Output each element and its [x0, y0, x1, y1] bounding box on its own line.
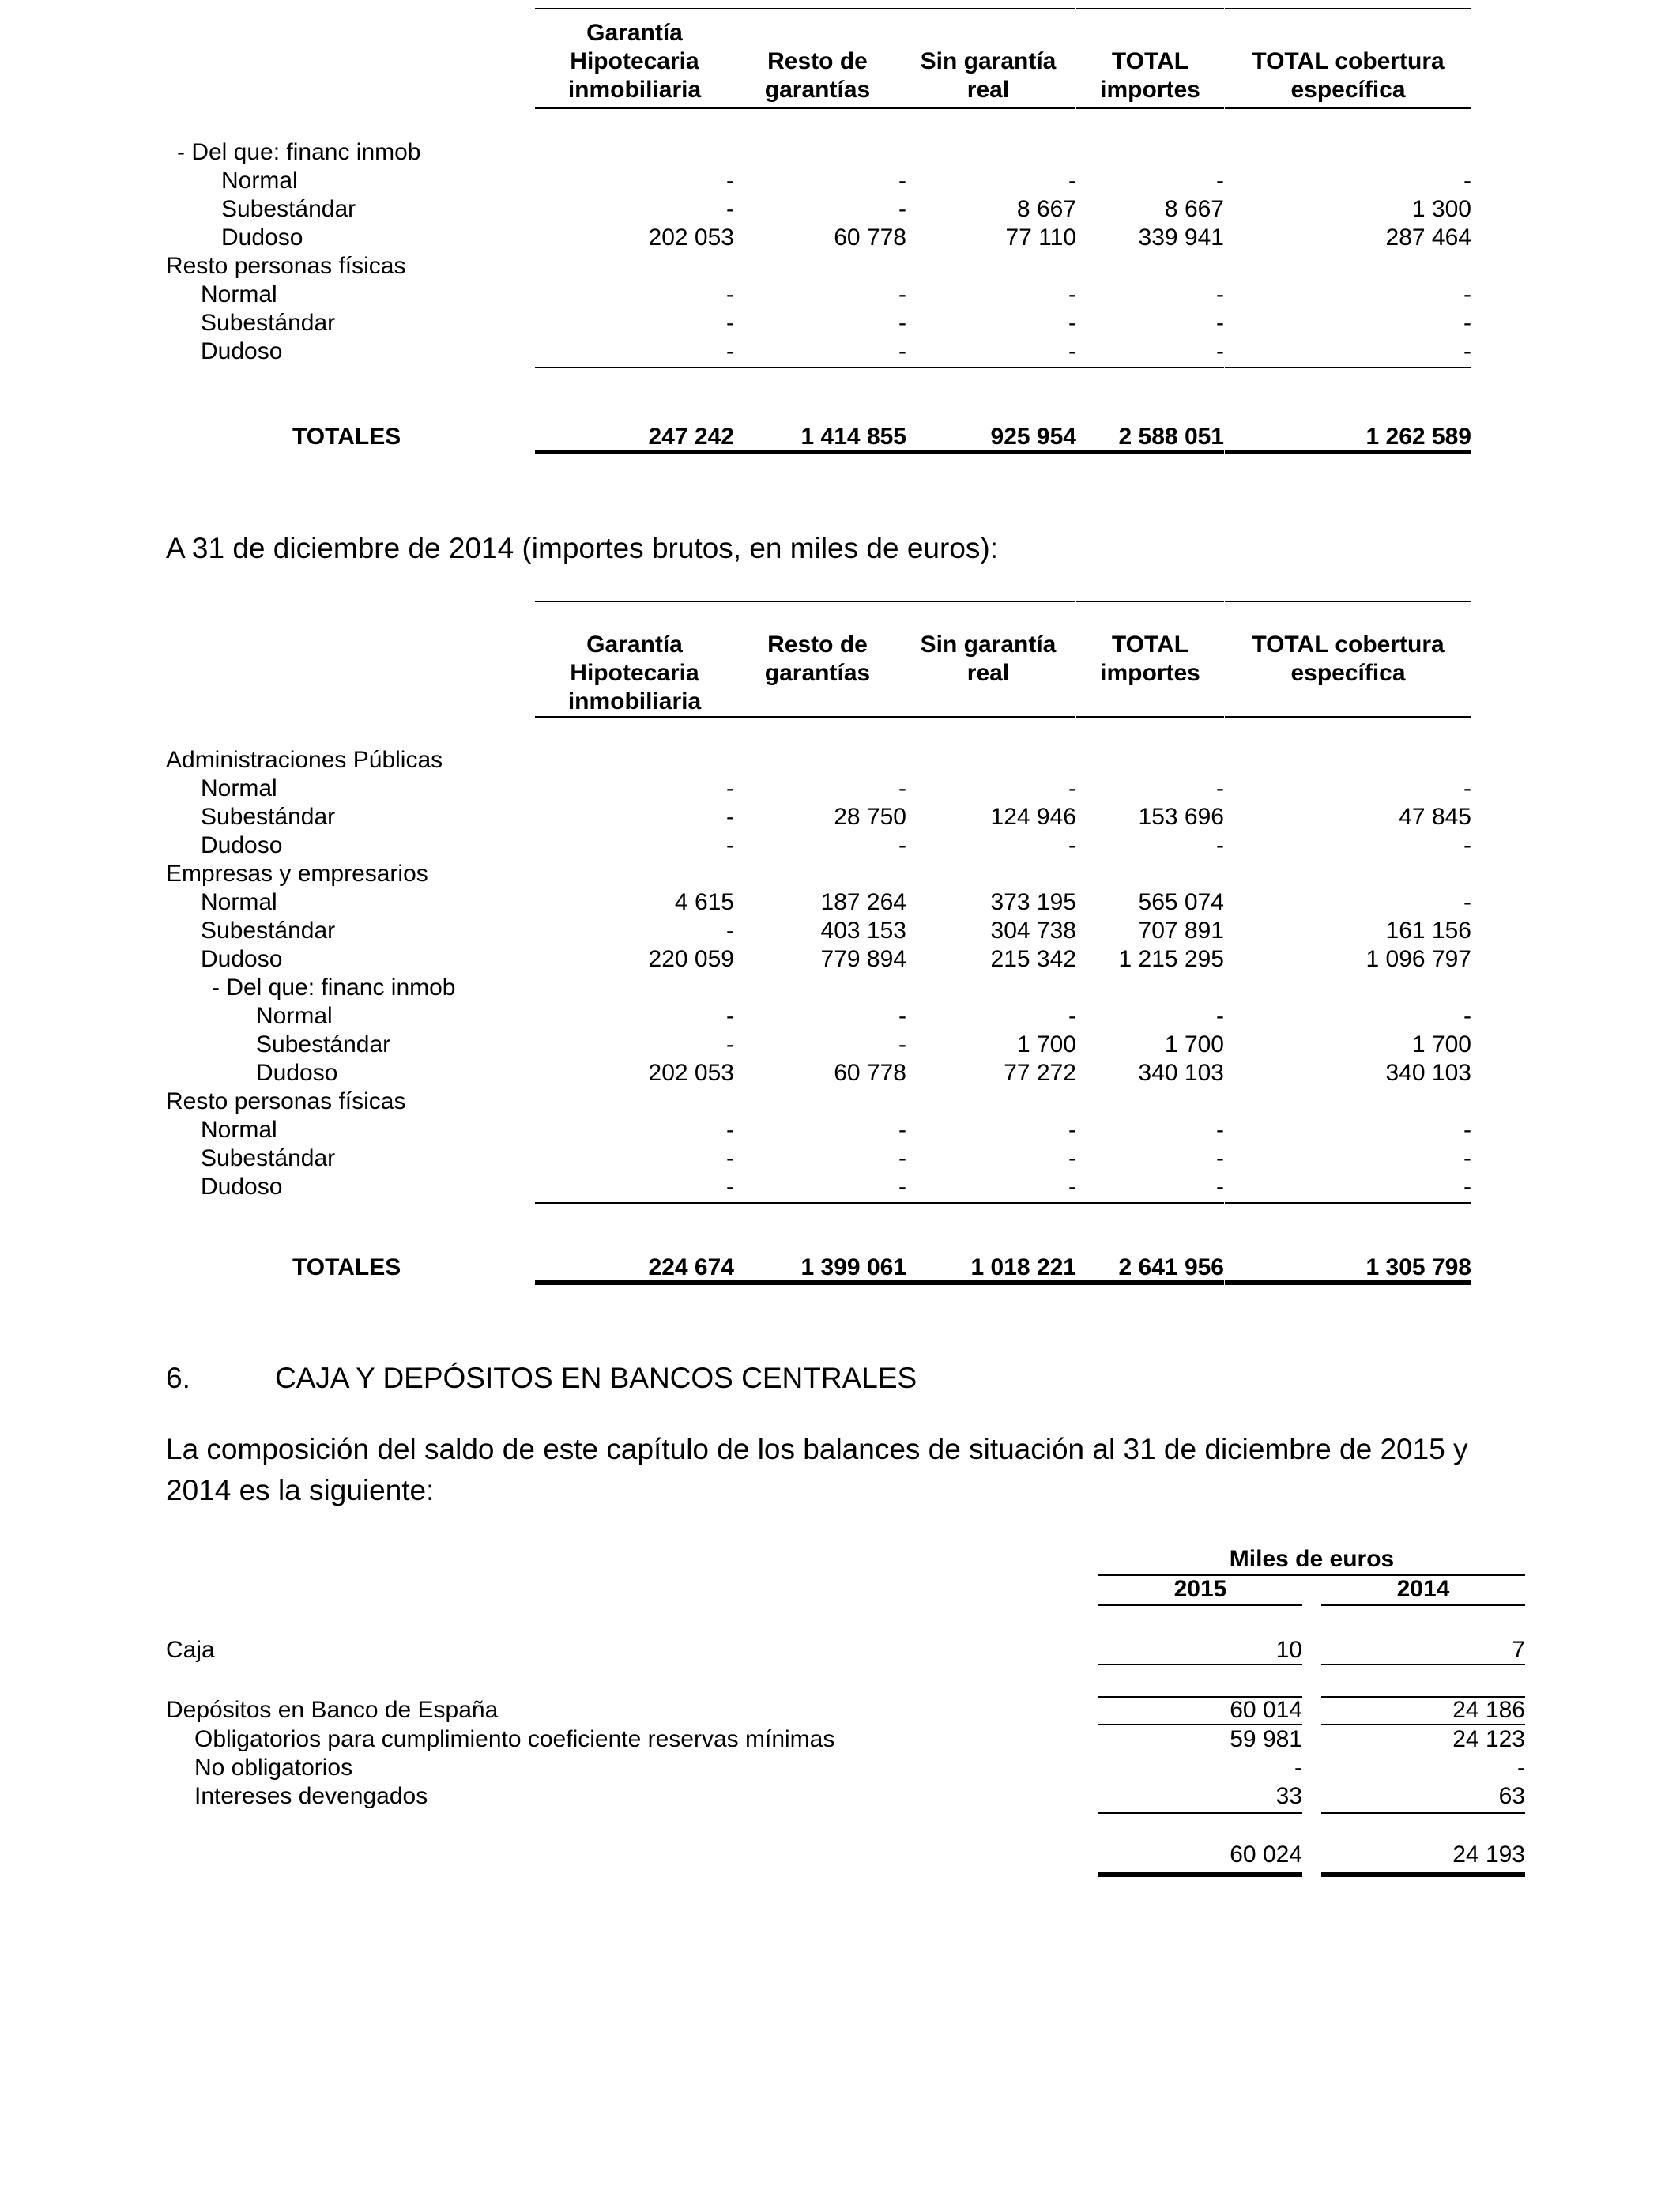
row-label: Normal: [256, 1003, 333, 1029]
cell-value: 339 941: [1138, 224, 1224, 251]
cell-value: -: [726, 804, 734, 830]
cell-value: -: [1463, 310, 1471, 336]
cell-value: -: [898, 310, 906, 336]
cell-value: -: [1463, 889, 1471, 915]
table-row: [166, 917, 1486, 945]
totals-row: [166, 1253, 1486, 1285]
cell-value: 1 700: [1016, 1031, 1076, 1057]
cell-value: -: [733, 337, 906, 366]
cell-value: -: [1463, 832, 1471, 858]
cell-value: -: [733, 1173, 906, 1201]
cell-value: -: [1068, 281, 1076, 307]
cell-value: 1 700: [1164, 1031, 1224, 1057]
cell-value: -: [903, 1173, 1076, 1201]
year-header-2014: 2014: [1396, 1576, 1450, 1602]
cell-value: -: [1068, 310, 1076, 336]
cell-value: -: [1216, 775, 1224, 801]
cell-value: -: [1225, 1173, 1471, 1201]
row-no-obligatorios: No obligatorios - -: [194, 1755, 1525, 1781]
section-paragraph: La composición del saldo de este capítulo de los balances de situación al 31 de diciembre de 2015 y 2014 es la siguiente:: [166, 1433, 1468, 1506]
cell-value: 1 215 295: [1118, 946, 1224, 972]
cell-value: 8 667: [1016, 196, 1076, 222]
cell-value: -: [726, 281, 734, 307]
totals-label: TOTALES: [292, 424, 401, 450]
table-row: [166, 1002, 1486, 1031]
row-label: Normal: [201, 775, 277, 801]
cell-value: 340 103: [1385, 1060, 1471, 1086]
header-col-garantia-hipotecaria: Garantía Hipotecaria inmobiliaria: [535, 601, 734, 718]
cell-value: -: [726, 310, 734, 336]
cell-value: 565 074: [1138, 889, 1224, 915]
cell-value: -: [726, 1117, 734, 1143]
table-row: [166, 803, 1486, 831]
cell-value: -: [1068, 775, 1076, 801]
header-col-resto-garantias: Resto de garantías: [733, 601, 902, 718]
cell-value: 161 156: [1385, 918, 1471, 944]
totals-label: TOTALES: [292, 1254, 401, 1280]
cell-value: -: [1068, 1117, 1076, 1143]
cell-value: 779 894: [820, 946, 906, 972]
table-caption-2014: A 31 de diciembre de 2014 (importes brutos, en miles de euros):: [166, 532, 999, 564]
row-label: Normal: [201, 889, 277, 915]
total-value: 925 954: [903, 423, 1076, 451]
cell-value: -: [1216, 832, 1224, 858]
row-label: Normal: [201, 281, 277, 307]
table-row: [166, 138, 1486, 167]
cell-value: 215 342: [990, 946, 1076, 972]
cell-value: 77 110: [1005, 224, 1076, 251]
table-body: [166, 138, 1486, 366]
section-number: 6.: [166, 1362, 190, 1394]
header-col-sin-garantia: Sin garantía real: [902, 601, 1075, 718]
table-row: [166, 195, 1486, 224]
cell-value: -: [1076, 337, 1224, 366]
row-total: 60 024 24 193: [1230, 1842, 1525, 1868]
cell-value: -: [898, 775, 906, 801]
cell-value: -: [1068, 1145, 1076, 1171]
table-row: [166, 775, 1486, 803]
cell-value: -: [1463, 775, 1471, 801]
table-row: [166, 1116, 1486, 1144]
cell-value: 220 059: [648, 946, 734, 972]
cell-value: 153 696: [1138, 804, 1224, 830]
cell-value: 47 845: [1399, 804, 1471, 830]
total-value: 224 674: [535, 1253, 734, 1282]
total-value: 1 305 798: [1225, 1253, 1471, 1282]
row-label: Dudoso: [256, 1060, 338, 1086]
row-label: Administraciones Públicas: [166, 747, 443, 773]
cell-value: 202 053: [648, 224, 734, 251]
cell-value: 707 891: [1138, 918, 1224, 944]
table-row: [166, 1173, 1486, 1201]
totals-row: [166, 423, 1486, 454]
cell-value: -: [898, 1117, 906, 1143]
table-header: [166, 601, 1486, 718]
row-caja: Caja 10 7: [166, 1637, 1525, 1663]
total-value: 1 399 061: [733, 1253, 906, 1282]
cell-value: -: [1463, 168, 1471, 194]
row-label: Empresas y empresarios: [166, 861, 428, 887]
header-col-total-cobertura: TOTAL cobertura específica: [1225, 601, 1471, 718]
table-row: [166, 831, 1486, 860]
row-label: Dudoso: [201, 946, 283, 972]
row-label: - Del que: financ inmob: [212, 974, 456, 1001]
row-label: Subestándar: [201, 310, 336, 336]
cell-value: -: [1216, 1145, 1224, 1171]
cell-value: 8 667: [1164, 196, 1224, 222]
cell-value: -: [1463, 281, 1471, 307]
cell-value: -: [726, 1145, 734, 1171]
cell-value: -: [898, 196, 906, 222]
total-value: 2 588 051: [1076, 423, 1224, 451]
cell-value: -: [726, 1031, 734, 1057]
row-label: Subestándar: [201, 804, 336, 830]
row-intereses: Intereses devengados 33 63: [194, 1783, 1525, 1809]
header-col-total-importes: TOTAL importes: [1076, 601, 1224, 718]
cell-value: -: [898, 281, 906, 307]
cell-value: -: [898, 168, 906, 194]
cell-value: -: [898, 832, 906, 858]
cell-value: -: [1216, 1117, 1224, 1143]
cell-value: -: [726, 832, 734, 858]
cell-value: -: [726, 775, 734, 801]
cell-value: -: [898, 1145, 906, 1171]
table-row: [166, 974, 1486, 1002]
cell-value: -: [1463, 1145, 1471, 1171]
cell-value: 403 153: [820, 918, 906, 944]
cell-value: -: [1068, 168, 1076, 194]
row-label: Dudoso: [221, 224, 303, 251]
row-label: Resto personas físicas: [166, 1088, 406, 1114]
table-row: [166, 945, 1486, 974]
cell-value: -: [1068, 1003, 1076, 1029]
cell-value: 60 778: [834, 224, 906, 251]
cell-value: 28 750: [834, 804, 906, 830]
row-label: Subestándar: [221, 196, 356, 222]
cell-value: 187 264: [820, 889, 906, 915]
cell-value: -: [726, 918, 734, 944]
table-row: [166, 1088, 1486, 1116]
row-label: Dudoso: [201, 338, 283, 364]
cell-value: 1 700: [1411, 1031, 1471, 1057]
cell-value: -: [1216, 168, 1224, 194]
cell-value: -: [535, 1173, 734, 1201]
cell-value: -: [1216, 1003, 1224, 1029]
table-row: [166, 1144, 1486, 1173]
total-value: 1 262 589: [1225, 423, 1471, 451]
cell-value: -: [898, 1031, 906, 1057]
table-row: [166, 252, 1486, 281]
cell-value: 304 738: [990, 918, 1076, 944]
cell-value: 60 778: [834, 1060, 906, 1086]
cell-value: -: [726, 168, 734, 194]
row-label: Normal: [221, 168, 298, 194]
cell-value: -: [726, 196, 734, 222]
total-value: 247 242: [535, 423, 734, 451]
row-label: Dudoso: [201, 1174, 283, 1200]
cell-value: -: [903, 337, 1076, 366]
cell-value: -: [898, 1003, 906, 1029]
row-label: Subestándar: [201, 918, 336, 944]
table-body: [166, 746, 1486, 1201]
cell-value: 1 300: [1411, 196, 1471, 222]
table-row: [166, 167, 1486, 195]
header-col-sin-garantia: Sin garantía real: [902, 8, 1075, 109]
cell-value: -: [1068, 832, 1076, 858]
table-row: [166, 281, 1486, 309]
cell-value: 340 103: [1138, 1060, 1224, 1086]
table-row: [166, 337, 1486, 366]
table-row: [166, 888, 1486, 917]
cell-value: 124 946: [990, 804, 1076, 830]
cell-value: -: [726, 1003, 734, 1029]
table-header: [166, 8, 1486, 109]
cell-value: -: [1216, 281, 1224, 307]
total-value: 2 641 956: [1076, 1253, 1224, 1282]
cell-value: -: [1463, 1003, 1471, 1029]
table-row: [166, 1031, 1486, 1059]
cell-value: -: [1216, 310, 1224, 336]
table-row: [166, 224, 1486, 252]
header-col-total-importes: TOTAL importes: [1076, 8, 1224, 109]
row-label: Dudoso: [201, 832, 283, 858]
table-row: [166, 1059, 1486, 1088]
cell-value: -: [1076, 1173, 1224, 1201]
header-col-total-cobertura: TOTAL cobertura específica: [1225, 8, 1471, 109]
header-col-garantia-hipotecaria: Garantía Hipotecaria inmobiliaria: [535, 8, 734, 109]
row-depositos: Depósitos en Banco de España 60 014 24 186: [166, 1697, 1525, 1723]
total-value: 1 018 221: [903, 1253, 1076, 1282]
row-label: Resto personas físicas: [166, 253, 406, 279]
row-label: Normal: [201, 1117, 277, 1143]
row-label: Subestándar: [256, 1031, 391, 1057]
cell-value: 1 096 797: [1365, 946, 1471, 972]
table-row: [166, 860, 1486, 888]
cell-value: 77 272: [1004, 1060, 1076, 1086]
row-label: - Del que: financ inmob: [177, 139, 421, 165]
table-row: [166, 309, 1486, 337]
section-title: CAJA Y DEPÓSITOS EN BANCOS CENTRALES: [275, 1362, 917, 1394]
total-value: 1 414 855: [733, 423, 906, 451]
cell-value: -: [1463, 1117, 1471, 1143]
cell-value: 4 615: [674, 889, 734, 915]
row-label: Subestándar: [201, 1145, 336, 1171]
table-row: [166, 746, 1486, 775]
cell-value: 287 464: [1385, 224, 1471, 251]
row-obligatorios: Obligatorios para cumplimiento coeficiente reservas mínimas 59 981 24 123: [194, 1726, 1525, 1752]
year-header-2015: 2015: [1173, 1576, 1227, 1602]
header-col-resto-garantias: Resto de garantías: [733, 8, 902, 109]
cell-value: 373 195: [990, 889, 1076, 915]
cell-value: -: [535, 337, 734, 366]
group-header: Miles de euros: [1229, 1546, 1395, 1572]
cell-value: 202 053: [648, 1060, 734, 1086]
cell-value: -: [1225, 337, 1471, 366]
